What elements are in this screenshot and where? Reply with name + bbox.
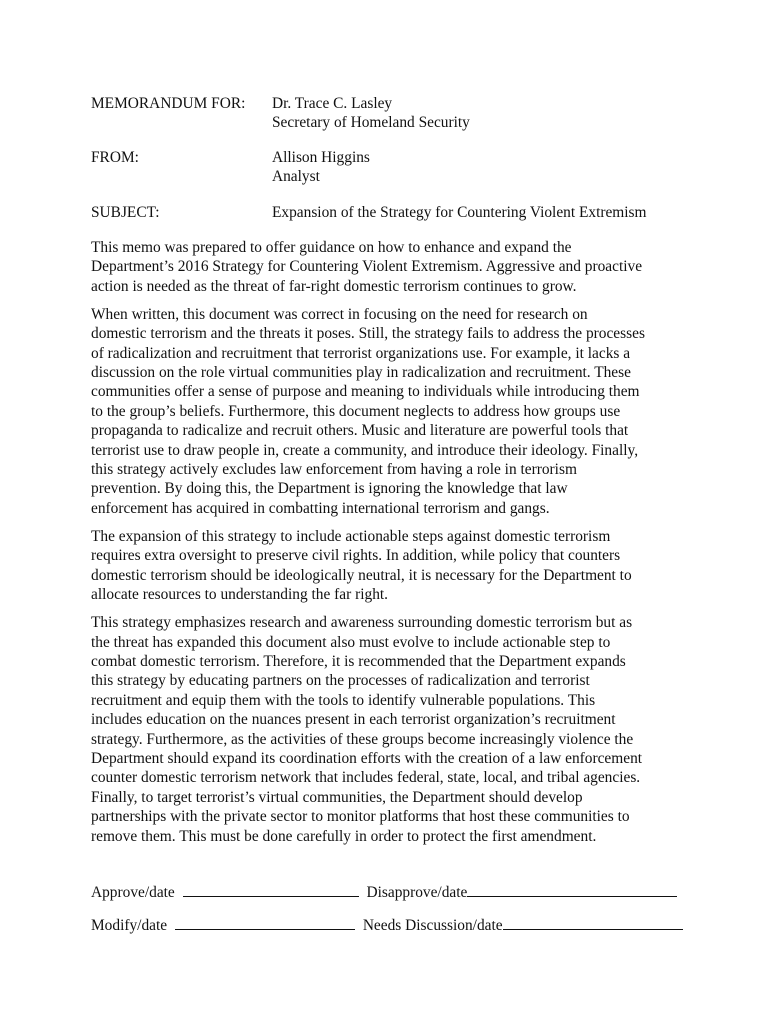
modify-date-line[interactable]: [175, 915, 355, 930]
paragraph-line: this strategy by educating partners on the processes of radicalization and terrorist: [91, 672, 590, 690]
paragraph-line: terrorist use to draw people in, create a community, and introduce their ideology. Finally,: [91, 441, 639, 459]
paragraph-line: When written, this document was correct in focusing on the need for research on: [91, 305, 588, 323]
memo-for-label: MEMORANDUM FOR:: [91, 95, 246, 112]
paragraph-line: propaganda to radicalize and recruit others. Music and literature are powerful tools that: [91, 422, 629, 440]
paragraph-line: of radicalization and recruitment that terrorist organizations use. For example, it lacks a: [91, 344, 631, 362]
needs-discussion-label: Needs Discussion/date: [362, 917, 503, 934]
sender-title: Analyst: [272, 168, 320, 186]
paragraph-line: requires extra oversight to preserve civil rights. In addition, while policy that counters: [91, 547, 621, 565]
paragraph-line: counter domestic terrorism network that includes federal, state, local, and tribal agencies.: [91, 769, 641, 787]
paragraph-line: This strategy emphasizes research and awareness surrounding domestic terrorism but as: [91, 614, 633, 632]
paragraph-line: enforcement has acquired in combatting international terrorism and gangs.: [91, 499, 550, 517]
memo-body: [91, 238, 689, 855]
paragraph-line: partnerships with the private sector to monitor platforms that host these communities to: [91, 808, 630, 826]
paragraph-line: strategy. Furthermore, as the activities of these groups become increasingly violence the: [91, 730, 634, 748]
disapprove-label: Disapprove/date: [366, 884, 468, 901]
paragraph-line: combat domestic terrorism. Therefore, it is recommended that the Department expands: [91, 652, 626, 670]
paragraph-4: [91, 613, 689, 846]
sender-name: Allison Higgins: [272, 149, 370, 166]
paragraph-line: domestic terrorism should be ideologically neutral, it is necessary for the Department to: [91, 566, 632, 584]
paragraph-line: domestic terrorism and the threats it poses. Still, the strategy fails to address the processes: [91, 325, 645, 343]
memo-subject-value: Expansion of the Strategy for Countering Violent Extremism: [272, 204, 647, 221]
memo-for-recipient: [272, 94, 470, 133]
needs-discussion-date-line[interactable]: [503, 915, 683, 930]
paragraph-line: recruitment and equip them with the tools to identify vulnerable populations. This: [91, 691, 596, 709]
approve-date-line[interactable]: [183, 882, 359, 897]
paragraph-3: [91, 527, 689, 605]
modify-label: Modify/date: [91, 917, 168, 934]
paragraph-line: The expansion of this strategy to include actionable steps against domestic terrorism: [91, 527, 611, 545]
signoff-row-2: [91, 915, 683, 935]
memo-from-label: FROM:: [91, 149, 139, 166]
memo-from-sender: [272, 148, 370, 187]
paragraph-line: action is needed as the threat of far-right domestic terrorism continues to grow.: [91, 277, 577, 295]
paragraph-1: [91, 238, 689, 296]
memo-subject-label: SUBJECT:: [91, 204, 160, 221]
paragraph-line: communities offer a sense of purpose and meaning to individuals while introducing them: [91, 383, 640, 401]
paragraph-line: includes education on the nuances present in each terrorist organization’s recruitment: [91, 711, 616, 729]
signoff-row-1: [91, 882, 677, 902]
paragraph-line: the threat has expanded this document also must evolve to include actionable step to: [91, 633, 611, 651]
paragraph-line: remove them. This must be done carefully in order to protect the first amendment.: [91, 827, 597, 845]
paragraph-line: Department’s 2016 Strategy for Countering Violent Extremism. Aggressive and proactive: [91, 258, 643, 276]
paragraph-line: Department should expand its coordination efforts with the creation of a law enforcement: [91, 749, 643, 767]
paragraph-2: [91, 305, 689, 518]
recipient-title: Secretary of Homeland Security: [272, 114, 470, 132]
paragraph-line: discussion on the role virtual communities play in radicalization and recruitment. These: [91, 364, 631, 382]
approve-label: Approve/date: [91, 884, 175, 901]
paragraph-line: This memo was prepared to offer guidance on how to enhance and expand the: [91, 239, 572, 256]
disapprove-date-line[interactable]: [467, 882, 677, 897]
paragraph-line: to the group’s beliefs. Furthermore, this document neglects to address how groups use: [91, 402, 621, 420]
recipient-name: Dr. Trace C. Lasley: [272, 95, 393, 112]
paragraph-line: allocate resources to understanding the far right.: [91, 586, 389, 604]
paragraph-line: this strategy actively excludes law enforcement from having a role in terrorism: [91, 461, 577, 479]
paragraph-line: prevention. By doing this, the Department is ignoring the knowledge that law: [91, 480, 568, 498]
paragraph-line: Finally, to target terrorist’s virtual communities, the Department should develop: [91, 788, 583, 806]
